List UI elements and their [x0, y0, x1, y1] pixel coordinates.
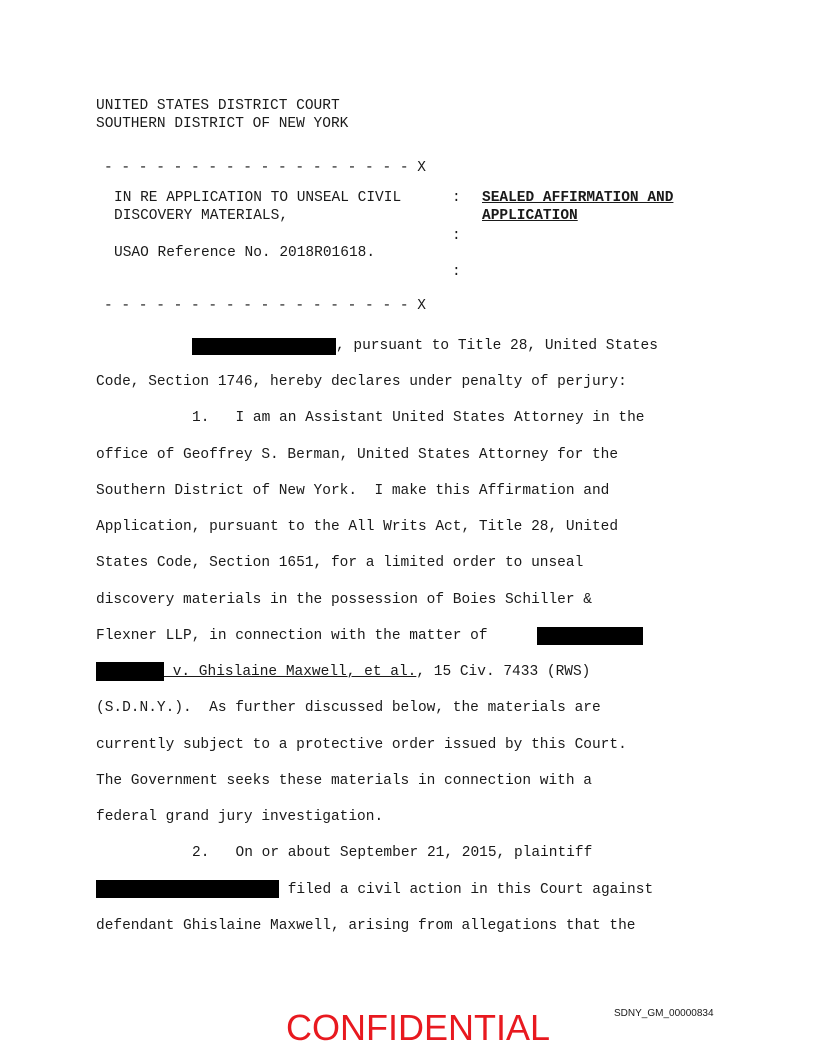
redaction-box: [192, 338, 336, 355]
body-line: The Government seeks these materials in connection with a: [96, 773, 592, 789]
document-title-line1: SEALED AFFIRMATION AND: [482, 190, 674, 206]
body-line: federal grand jury investigation.: [96, 809, 384, 825]
paragraph-1-start: 1. I am an Assistant United States Attorney in the: [192, 410, 645, 426]
body-line: States Code, Section 1651, for a limited order to unseal: [96, 555, 584, 571]
confidential-stamp: CONFIDENTIAL: [286, 1007, 551, 1048]
paragraph-2-start: 2. On or about September 21, 2015, plaintiff: [192, 845, 593, 861]
usao-reference: USAO Reference No. 2018R01618.: [114, 245, 376, 261]
court-name-line2: SOUTHERN DISTRICT OF NEW YORK: [96, 116, 349, 132]
body-line: filed a civil action in this Court against: [279, 882, 654, 898]
caption-colon: :: [452, 190, 461, 206]
case-name-underlined: v. Ghislaine Maxwell, et al.: [164, 664, 417, 680]
body-line: , pursuant to Title 28, United States: [336, 338, 658, 354]
case-citation: , 15 Civ. 7433 (RWS): [416, 664, 591, 680]
case-title-line1: IN RE APPLICATION TO UNSEAL CIVIL: [114, 190, 402, 206]
court-name-line1: UNITED STATES DISTRICT COURT: [96, 98, 340, 114]
caption-dash-line-bottom: - - - - - - - - - - - - - - - - - - X: [104, 298, 426, 314]
caption-colon: :: [452, 264, 461, 280]
redaction-box: [537, 627, 643, 645]
body-line: currently subject to a protective order issued by this Court.: [96, 737, 627, 753]
caption-dash-line-top: - - - - - - - - - - - - - - - - - - X: [104, 160, 426, 176]
body-line: Code, Section 1746, hereby declares under penalty of perjury:: [96, 374, 627, 390]
body-line: defendant Ghislaine Maxwell, arising from allegations that the: [96, 918, 636, 934]
body-line: office of Geoffrey S. Berman, United States Attorney for the: [96, 447, 619, 463]
redaction-box: [96, 880, 279, 898]
body-line: discovery materials in the possession of Boies Schiller &: [96, 592, 592, 608]
body-line: Southern District of New York. I make this Affirmation and: [96, 483, 610, 499]
body-line: (S.D.N.Y.). As further discussed below, the materials are: [96, 700, 601, 716]
body-line: Application, pursuant to the All Writs Act, Title 28, United: [96, 519, 619, 535]
redaction-box: [96, 662, 164, 681]
case-caption-inline: [164, 663, 590, 681]
case-title-line2: DISCOVERY MATERIALS,: [114, 208, 289, 224]
caption-colon: :: [452, 228, 461, 244]
bates-number: SDNY_GM_00000834: [614, 1008, 714, 1019]
body-line: Flexner LLP, in connection with the matter of: [96, 628, 488, 644]
document-title-line2: APPLICATION: [482, 208, 578, 224]
